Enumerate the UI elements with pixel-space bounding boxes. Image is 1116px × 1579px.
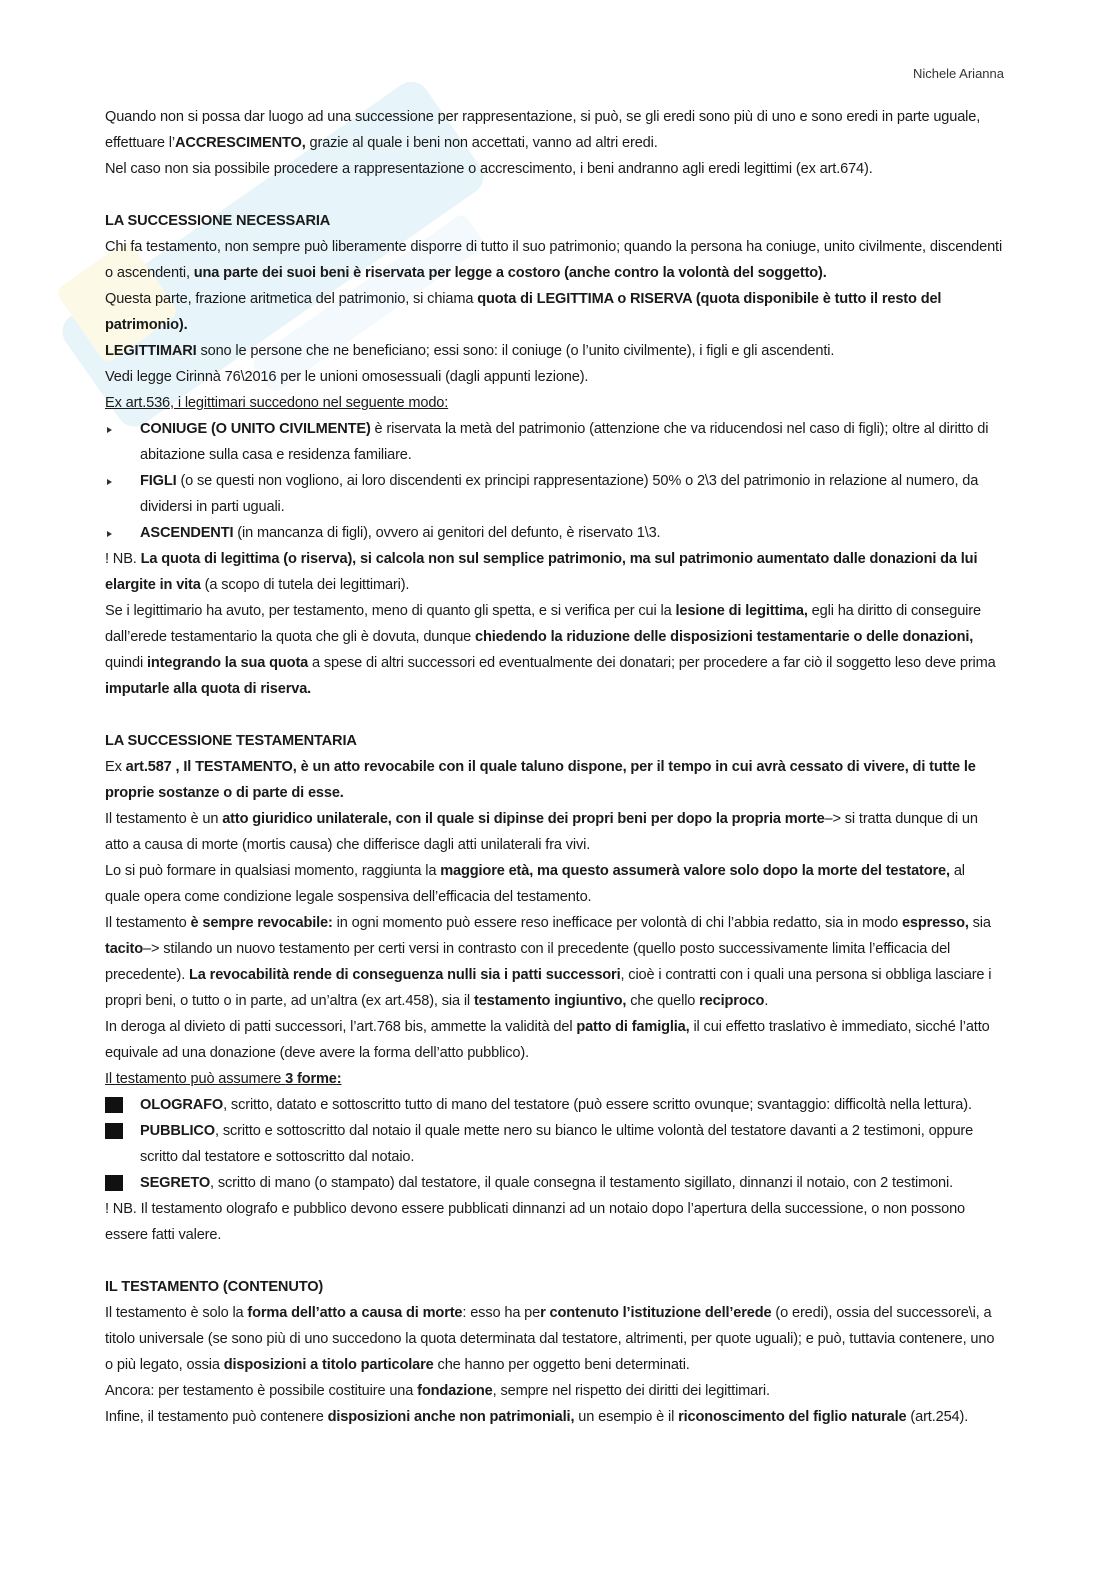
list-item: OLOGRAFO, scritto, datato e sottoscritto tutto di mano del testatore (può essere scritto ovunque; svantaggio: difficoltà nella lettura). [105, 1092, 1003, 1118]
square-bullet-icon [105, 1175, 123, 1191]
intro-paragraph: Quando non si possa dar luogo ad una successione per rappresentazione, si può, se gli eredi sono più di uno e sono eredi in parte uguale, effettuare l’ACCRESCIMENTO, grazie al quale i beni non accettati, vanno ad altri eredi. [105, 109, 981, 151]
list-item: CONIUGE (O UNITO CIVILMENTE) è riservata la metà del patrimonio (attenzione che va riducendosi nel caso di figli); oltre al diritto di abitazione sulla casa e residenza familiare. [105, 416, 1003, 468]
square-bullet-icon [105, 1097, 123, 1113]
document-body [105, 104, 1003, 1430]
paragraph: Il testamento è solo la forma dell’atto a causa di morte: esso ha per contenuto l’istituzione dell’erede (o eredi), ossia del successore\i, a titolo universale (se sono più di uno succedono la quota determinata dal testatore, altrimenti, per quote uguali); e può, tuttavia contenere, uno o più legato, ossia disposizioni a titolo particolare che hanno per oggetto beni determinati. [105, 1305, 995, 1373]
section-heading-contenuto: IL TESTAMENTO (CONTENUTO) [105, 1279, 324, 1295]
section-heading-testamentaria: LA SUCCESSIONE TESTAMENTARIA [105, 733, 357, 749]
paragraph: Infine, il testamento può contenere disposizioni anche non patrimoniali, un esempio è il riconoscimento del figlio naturale (art.254). [105, 1409, 969, 1425]
paragraph: Lo si può formare in qualsiasi momento, raggiunta la maggiore età, ma questo assumerà valore solo dopo la morte del testatore, al quale opera come condizione legale sospensiva dell’efficacia del testamento. [105, 863, 965, 905]
section-heading-necessaria: LA SUCCESSIONE NECESSARIA [105, 213, 331, 229]
paragraph: LEGITTIMARI sono le persone che ne beneficiano; essi sono: il coniuge (o l’unito civilmente), i figli e gli ascendenti. [105, 343, 835, 359]
bullet-arrow-icon [107, 531, 112, 537]
list-intro: Ex art.536, i legittimari succedono nel seguente modo: [105, 395, 449, 411]
list-item: PUBBLICO, scritto e sottoscritto dal notaio il quale mette nero su bianco le ultime volontà del testatore davanti a 2 testimoni, oppure scritto dal testatore e sottoscritto dal notaio. [105, 1118, 1003, 1170]
note-paragraph: ! NB. La quota di legittima (o riserva), si calcola non sul semplice patrimonio, ma sul patrimonio aumentato dalle donazioni da lui elargite in vita (a scopo di tutela dei legittimari). [105, 551, 978, 593]
bullet-arrow-icon [107, 427, 112, 433]
list-item: FIGLI (o se questi non vogliono, ai loro discendenti ex principi rappresentazione) 50% o 2\3 del patrimonio in relazione al numero, da dividersi in parti uguali. [105, 468, 1003, 520]
list-intro: Il testamento può assumere 3 forme: [105, 1071, 342, 1087]
list-item: SEGRETO, scritto di mano (o stampato) dal testatore, il quale consegna il testamento sigillato, dinnanzi il notaio, con 2 testimoni. [105, 1170, 1003, 1196]
paragraph: In deroga al divieto di patti successori, l’art.768 bis, ammette la validità del patto di famiglia, il cui effetto traslativo è immediato, sicché l’atto equivale ad una donazione (deve avere la forma dell’atto pubblico). [105, 1019, 990, 1061]
paragraph: Il testamento è sempre revocabile: in ogni momento può essere reso inefficace per volontà di chi l’abbia redatto, sia in modo espresso, sia tacito–> stilando un nuovo testamento per certi versi in contrasto con il precedente (quello posto successivamente limita l’efficacia del precedente). La revocabilità rende di conseguenza nulli sia i patti successori, cioè i contratti con i quali una persona si obbliga lasciare i propri beni, o tutto o in parte, ad un’altra (ex art.458), sia il testamento ingiuntivo, che quello reciproco. [105, 915, 992, 1009]
intro-paragraph: Nel caso non sia possibile procedere a rappresentazione o accrescimento, i beni andranno agli eredi legittimi (ex art.674). [105, 161, 873, 177]
note-paragraph: ! NB. Il testamento olografo e pubblico devono essere pubblicati dinnanzi ad un notaio dopo l’apertura della successione, o non possono essere fatti valere. [105, 1201, 966, 1243]
square-bullet-icon [105, 1123, 123, 1139]
bullet-arrow-icon [107, 479, 112, 485]
list-item: ASCENDENTI (in mancanza di figli), ovvero ai genitori del defunto, è riservato 1\3. [105, 520, 1003, 546]
paragraph: Questa parte, frazione aritmetica del patrimonio, si chiama quota di LEGITTIMA o RISERVA (quota disponibile è tutto il resto del patrimonio). [105, 291, 942, 333]
paragraph: Ancora: per testamento è possibile costituire una fondazione, sempre nel rispetto dei diritti dei legittimari. [105, 1383, 770, 1399]
paragraph: Ex art.587 , Il TESTAMENTO, è un atto revocabile con il quale taluno dispone, per il tempo in cui avrà cessato di vivere, di tutte le proprie sostanze o di parte di esse. [105, 759, 976, 801]
paragraph: Chi fa testamento, non sempre può liberamente disporre di tutto il suo patrimonio; quando la persona ha coniuge, unito civilmente, discendenti o ascendenti, una parte dei suoi beni è riservata per legge a costoro (anche contro la volontà del soggetto). [105, 239, 1003, 281]
paragraph: Il testamento è un atto giuridico unilaterale, con il quale si dipinse dei propri beni per dopo la propria morte–> si tratta dunque di un atto a causa di morte (mortis causa) che differisce dagli atti unilaterali fra vivi. [105, 811, 978, 853]
author-name: Nichele Arianna [912, 66, 1004, 81]
paragraph: Se i legittimario ha avuto, per testamento, meno di quanto gli spetta, e si verifica per cui la lesione di legittima, egli ha diritto di conseguire dall’erede testamentario la quota che gli è dovuta, dunque chiedendo la riduzione delle disposizioni testamentarie o delle donazioni, quindi integrando la sua quota a spese di altri successori ed eventualmente dei donatari; per procedere a far ciò il soggetto leso deve prima imputarle alla quota di riserva. [105, 603, 996, 697]
paragraph: Vedi legge Cirinnà 76\2016 per le unioni omosessuali (dagli appunti lezione). [105, 369, 589, 385]
